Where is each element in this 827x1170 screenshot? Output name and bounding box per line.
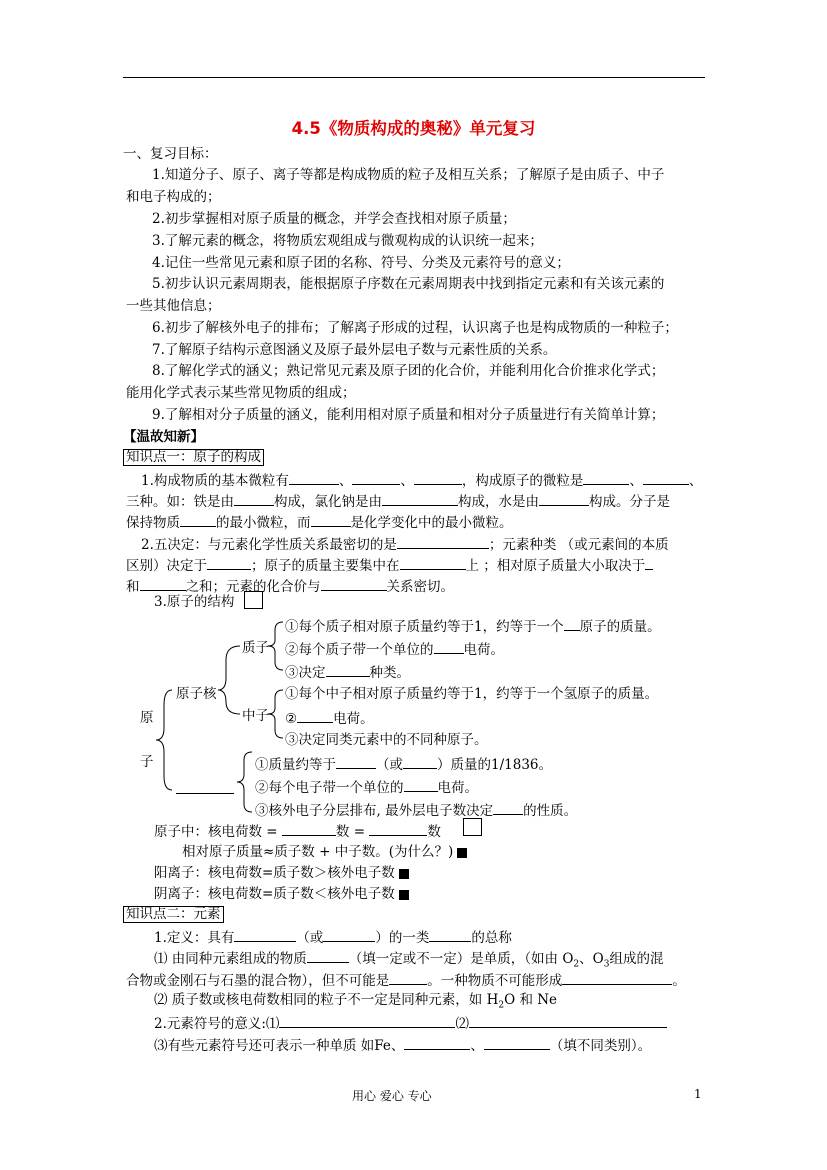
review-heading: 【温故知新】	[123, 429, 204, 445]
blank[interactable]	[484, 1036, 550, 1050]
proton-fact-2: ②每个质子带一个单位的 电荷。	[285, 642, 504, 658]
neutron-fact-3: ③决定同类元素中的不同种原子。	[285, 732, 488, 748]
blank[interactable]	[307, 949, 349, 963]
relative-mass-line: 相对原子质量≈质子数 + 中子数。(为什么？)	[182, 844, 467, 860]
answer-box[interactable]	[463, 818, 482, 836]
proton-label: 质子	[242, 640, 269, 656]
kp1-q1-line1: 1.构成物质的基本微粒有 、 、 ，构成原子的微粒是 、 、	[141, 473, 703, 489]
proton-fact-1: ①每个质子相对原子质量约等于1，约等于一个 原子的质量。	[285, 619, 661, 635]
kp1-q1-line2: 三种。如：铁是由 构成，氯化钠是由 构成，水是由 构成。分子是	[126, 494, 670, 510]
blank[interactable]	[493, 801, 523, 815]
blank[interactable]	[336, 755, 376, 769]
blank[interactable]	[429, 928, 471, 942]
blank[interactable]	[234, 928, 296, 942]
goal-line: 2.初步掌握相对原子质量的概念，并学会查找相对原子质量；	[152, 211, 516, 227]
goal-line: 4.记住一些常见元素和原子团的名称、符号、分类及元素符号的意义；	[152, 255, 570, 271]
blank[interactable]	[389, 971, 427, 985]
blank[interactable]	[282, 822, 336, 836]
blank[interactable]	[279, 1014, 455, 1028]
atom-structure-heading: 3.原子的结构	[154, 594, 235, 610]
electron-fact-3: ③核外电子分层排布, 最外层电子数决定 的性质。	[255, 803, 578, 819]
knowledge-point-2-label: 知识点二：元素	[123, 906, 224, 923]
kp1-q2-line1: 2.五决定：与元素化学性质关系最密切的是 ；元素种类 （或元素间的本质	[141, 537, 669, 553]
element-note-1-cont: 合物或金刚石与石墨的混合物），但不可能是 。一种物质不可能形成 。	[126, 973, 686, 989]
goal-line: 一些其他信息；	[126, 298, 221, 314]
goal-line: 1.知道分子、原子、离子等都是构成物质的粒子及相互关系；了解原子是由质子、中子	[152, 167, 665, 183]
atom-label-zi: 子	[140, 754, 154, 770]
atom-equation: 原子中：核电荷数 = 数 = 数	[154, 824, 441, 840]
neutron-fact-1: ①每个中子相对原子质量约等于1，约等于一个氢原子的质量。	[285, 686, 659, 702]
knowledge-point-1-label: 知识点一：原子的构成	[123, 449, 264, 466]
blank[interactable]	[564, 617, 580, 631]
element-note-2: ⑵ 质子数或核电荷数相同的粒子不一定是同种元素，如 $H_2O$ 和 Ne	[154, 992, 558, 1011]
neutron-label: 中子	[242, 708, 269, 724]
nucleus-label: 原子核	[176, 686, 217, 702]
element-definition: 1.定义：具有 （或 ）的一类 的总称	[154, 930, 512, 946]
section-heading: 一、复习目标：	[123, 146, 218, 162]
proton-fact-3: ③决定 种类。	[285, 665, 410, 681]
atom-label-yuan: 原	[140, 710, 154, 726]
symbol-meaning: 2.元素符号的意义:⑴ ⑵	[154, 1014, 667, 1032]
square-bullet-icon	[399, 890, 409, 900]
element-note-3: ⑶有些元素符号还可表示一种单质 如Fe、 、 （填不同类别）。	[154, 1038, 652, 1054]
blank[interactable]	[562, 971, 672, 985]
goal-line: 9.了解相对分子质量的涵义，能利用相对原子质量和相对分子质量进行有关简单计算；	[152, 407, 665, 423]
goal-line: 6.初步了解核外电子的排布；了解离子形成的过程，认识离子也是构成物质的一种粒子；	[152, 320, 678, 336]
electron-fact-1: ①质量约等于 （或 ）质量的1/1836。	[255, 757, 552, 773]
goal-line: 7.了解原子结构示意图涵义及原子最外层电子数与元素性质的关系。	[152, 342, 557, 358]
blank[interactable]	[297, 709, 333, 723]
kp1-q1-line3: 保持物质 的最小微粒，而 是化学变化中的最小微粒。	[126, 515, 513, 531]
goal-line: 3.了解元素的概念，将物质宏观组成与微观构成的认识统一起来；	[152, 233, 543, 249]
electron-blank[interactable]	[176, 780, 234, 798]
blank[interactable]	[369, 822, 427, 836]
blank[interactable]	[469, 1014, 667, 1028]
electron-fact-2: ②每个电子带一个单位的 电荷。	[255, 780, 478, 796]
blank[interactable]	[326, 663, 370, 677]
blank[interactable]	[404, 1036, 470, 1050]
goal-line: 8.了解化学式的涵义；熟记常见元素及原子团的化合价，并能利用化合价推求化学式；	[152, 363, 665, 379]
goal-line: 能用化学式表示某些常见物质的组成；	[126, 385, 356, 401]
element-note-1: ⑴ 由同种元素组成的物质 （填一定或不一定）是单质，（如由 $O_2$、$O_3$组成的混	[154, 951, 664, 970]
anion-line: 阴离子：核电荷数=质子数＜核外电子数	[154, 886, 409, 902]
blank[interactable]	[434, 640, 464, 654]
blank[interactable]	[404, 778, 438, 792]
blank[interactable]	[323, 928, 375, 942]
square-bullet-icon	[457, 848, 467, 858]
footer-motto: 用心 爱心 专心	[352, 1089, 432, 1103]
page-title: 4.5《物质构成的奥秘》单元复习	[291, 119, 536, 138]
square-bullet-icon	[399, 869, 409, 879]
neutron-fact-2: ② 电荷。	[285, 711, 374, 727]
blank[interactable]	[403, 755, 437, 769]
page-number: 1	[694, 1087, 702, 1101]
goal-line: 和电子构成的；	[126, 189, 221, 205]
goal-line: 5.初步认识元素周期表，能根据原子序数在元素周期表中找到指定元素和有关该元素的	[152, 276, 665, 292]
kp1-q2-line3: 和 之和；元素的化合价与 关系密切。	[126, 579, 454, 595]
cation-line: 阳离子：核电荷数=质子数＞核外电子数	[154, 865, 409, 881]
kp1-q2-line2: 区别）决定于 ；原子的质量主要集中在 上 ；相对原子质量大小取决于	[126, 556, 653, 574]
